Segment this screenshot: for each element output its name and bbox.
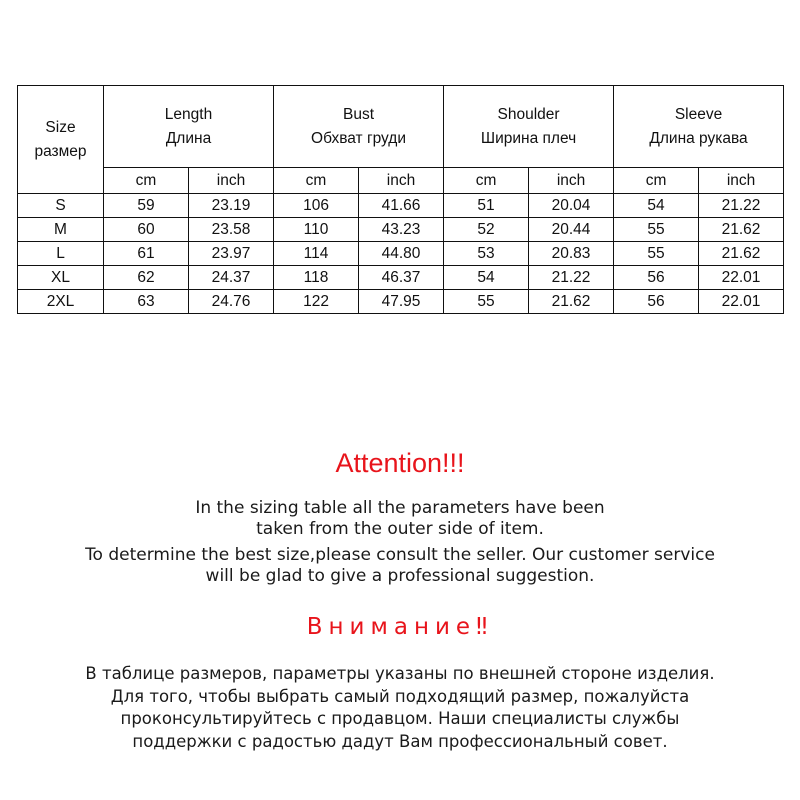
header-length-ru: Длина (165, 129, 212, 147)
table-cell: 20.44 (529, 218, 614, 242)
table-cell: 21.62 (699, 242, 784, 266)
table-row (18, 290, 784, 314)
unit-cell: inch (529, 168, 614, 194)
table-cell: 61 (104, 242, 189, 266)
table-cell: 56 (614, 266, 699, 290)
size-label: M (18, 218, 104, 242)
table-cell: 21.22 (529, 266, 614, 290)
notice-line: In the sizing table all the parameters have been (195, 498, 605, 518)
table-row (18, 242, 784, 266)
attention-title-en: Attention!!! (335, 448, 465, 478)
table-cell: 47.95 (359, 290, 444, 314)
table-cell: 22.01 (699, 290, 784, 314)
table-cell: 43.23 (359, 218, 444, 242)
table-cell: 55 (444, 290, 529, 314)
notice-paragraph-en-1 (0, 498, 800, 540)
table-cell: 56 (614, 290, 699, 314)
header-length-en: Length (164, 105, 213, 123)
table-cell: 62 (104, 266, 189, 290)
table-cell: 41.66 (359, 194, 444, 218)
size-label: XL (18, 266, 104, 290)
table-cell: 21.62 (699, 218, 784, 242)
table-cell: 52 (444, 218, 529, 242)
header-sleeve (614, 86, 784, 168)
table-cell: 23.58 (189, 218, 274, 242)
table-cell: 24.76 (189, 290, 274, 314)
notice-line: will be glad to give a professional suggestion. (205, 566, 595, 586)
header-row (18, 86, 784, 168)
table-cell: 23.19 (189, 194, 274, 218)
table-cell: 54 (444, 266, 529, 290)
notice-line: To determine the best size,please consult the seller. Our customer service (85, 545, 715, 565)
header-bust-ru: Обхват груди (311, 129, 406, 147)
header-length (104, 86, 274, 168)
table-cell: 53 (444, 242, 529, 266)
unit-row (18, 168, 784, 194)
table-cell: 55 (614, 242, 699, 266)
table-cell: 118 (274, 266, 359, 290)
table-cell: 114 (274, 242, 359, 266)
table-cell: 51 (444, 194, 529, 218)
size-label: L (18, 242, 104, 266)
header-sleeve-ru: Длина рукава (649, 129, 748, 147)
notice-line: taken from the outer side of item. (256, 519, 544, 539)
unit-cell: cm (104, 168, 189, 194)
size-label: 2XL (18, 290, 104, 314)
table-cell: 21.22 (699, 194, 784, 218)
table-cell: 21.62 (529, 290, 614, 314)
attention-title-ru: Внимание‼ (306, 614, 494, 640)
header-size (18, 86, 104, 194)
header-sleeve-en: Sleeve (674, 105, 723, 123)
header-size-ru: размер (34, 142, 87, 160)
table-row (18, 218, 784, 242)
header-size-en: Size (45, 118, 76, 136)
notice-paragraph-ru (0, 663, 800, 753)
table-cell: 24.37 (189, 266, 274, 290)
notice-line: проконсультируйтесь с продавцом. Наши специалисты службы (120, 709, 680, 728)
size-label: S (18, 194, 104, 218)
header-shoulder (444, 86, 614, 168)
table-cell: 60 (104, 218, 189, 242)
table-cell: 63 (104, 290, 189, 314)
table-row (18, 266, 784, 290)
notice-line: Для того, чтобы выбрать самый подходящий размер, пожалуйста (110, 686, 690, 706)
notice-paragraph-en-2 (0, 545, 800, 587)
table-cell: 106 (274, 194, 359, 218)
table-cell: 46.37 (359, 266, 444, 290)
table-cell: 22.01 (699, 266, 784, 290)
unit-cell: cm (274, 168, 359, 194)
table-cell: 122 (274, 290, 359, 314)
header-bust (274, 86, 444, 168)
table-cell: 44.80 (359, 242, 444, 266)
header-bust-en: Bust (343, 105, 375, 123)
unit-cell: cm (614, 168, 699, 194)
size-chart-table (17, 85, 784, 314)
unit-cell: inch (359, 168, 444, 194)
unit-cell: inch (189, 168, 274, 194)
table-cell: 54 (614, 194, 699, 218)
notice-line: В таблице размеров, параметры указаны по внешней стороне изделия. (85, 664, 715, 683)
header-shoulder-ru: Ширина плеч (480, 129, 577, 147)
table-cell: 59 (104, 194, 189, 218)
table-row (18, 194, 784, 218)
header-shoulder-en: Shoulder (497, 105, 560, 123)
table-cell: 20.83 (529, 242, 614, 266)
table-cell: 23.97 (189, 242, 274, 266)
table-cell: 110 (274, 218, 359, 242)
table-cell: 55 (614, 218, 699, 242)
unit-cell: cm (444, 168, 529, 194)
table-cell: 20.04 (529, 194, 614, 218)
unit-cell: inch (699, 168, 784, 194)
notice-line: поддержки с радостью дадут Вам профессиональный совет. (132, 731, 668, 751)
